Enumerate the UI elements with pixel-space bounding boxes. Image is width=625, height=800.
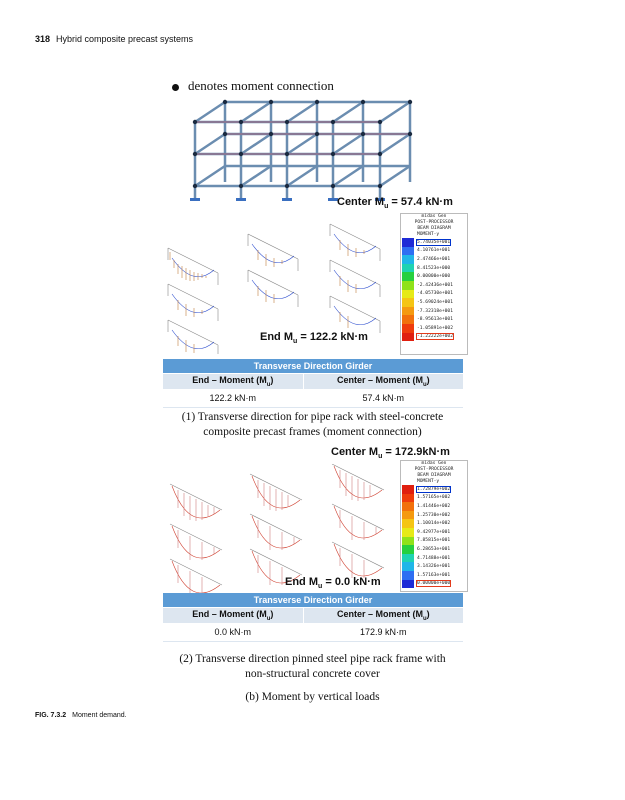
panel-2-caption: (2) Transverse direction pinned steel pipe rack frame with non-structural concrete cover: [179, 653, 446, 680]
legend-row: [401, 554, 467, 563]
legend-row: [401, 333, 467, 342]
legend-value: 1.72879e+002: [417, 486, 451, 492]
legend-row: [401, 494, 467, 503]
legend-swatch: [402, 247, 414, 256]
results-table-2: [163, 593, 463, 642]
legend-diagram: BEAM DIAGRAM: [417, 226, 451, 231]
legend-swatch: [402, 571, 414, 580]
moment-diagram-panel-2: [160, 464, 400, 594]
legend-swatch: [402, 324, 414, 333]
legend-value: 1.25730e+002: [417, 512, 451, 518]
col-center-moment: Center – Moment $(M_u)$: [303, 608, 463, 623]
center-moment-value: 57.4 kN·m: [303, 389, 463, 408]
legend-row: [401, 238, 467, 247]
legend-swatch: [402, 554, 414, 563]
legend-row: [401, 324, 467, 333]
bullet-dot-icon: [172, 84, 179, 91]
legend-value: 1.10014e+002: [417, 521, 451, 527]
legend-value: 4.10761e+001: [417, 248, 451, 254]
contour-legend-1: [400, 213, 468, 355]
col-center-moment: Center – Moment $(M_u)$: [303, 374, 463, 389]
end-moment-label-1: End $M_u = 122.2$ kN·m: [260, 331, 368, 346]
legend-program: midas Gen: [421, 461, 447, 466]
legend-value: 0.00000e+000: [417, 274, 451, 280]
legend-swatch: [402, 580, 414, 589]
legend-row: [401, 580, 467, 589]
legend-value: 4.71488e+001: [417, 555, 451, 561]
panel-1-caption: (1) Transverse direction for pipe rack with steel-concrete composite precast frames (moment connection): [181, 411, 444, 438]
legend-value: -5.69024e+001: [417, 299, 453, 305]
legend-row: [401, 264, 467, 273]
legend-diagram: BEAM DIAGRAM: [417, 473, 451, 478]
legend-row: [401, 272, 467, 281]
page-number: 318: [35, 34, 51, 44]
end-moment-label-2: End $M_u = 0.0$ kN·m: [285, 576, 381, 591]
legend-swatch: [402, 519, 414, 528]
legend-processor: POST-PROCESSOR: [414, 220, 454, 225]
legend-row: [401, 247, 467, 256]
legend-swatch: [402, 298, 414, 307]
figure-caption: FIG. 7.3.2 Moment demand.: [35, 712, 127, 719]
legend-processor: POST-PROCESSOR: [414, 467, 454, 472]
legend-swatch: [402, 485, 414, 494]
pipe-rack-3d-frame: [175, 92, 455, 207]
legend-value: 8.41523e+000: [417, 265, 451, 271]
legend-value: -1.22222e+002: [417, 334, 453, 340]
legend-value: -1.05891e+002: [417, 325, 453, 331]
legend-value: 2.47466e+001: [417, 256, 451, 262]
legend-row: [401, 537, 467, 546]
legend-row: [401, 485, 467, 494]
legend-component: MOMENT-y: [417, 479, 440, 484]
legend-row: [401, 281, 467, 290]
legend-swatch: [402, 238, 414, 247]
legend-value: 1.41446e+002: [417, 503, 451, 509]
legend-value: 6.28653e+001: [417, 546, 451, 552]
legend-row: [401, 519, 467, 528]
legend-row: [401, 528, 467, 537]
legend-row: [401, 255, 467, 264]
legend-component: MOMENT-y: [417, 232, 440, 237]
legend-swatch: [402, 264, 414, 273]
legend-swatch: [402, 315, 414, 324]
subfigure-caption: (b) Moment by vertical loads: [245, 691, 380, 703]
legend-value: 0.00000e+000: [417, 581, 451, 587]
legend-swatch: [402, 290, 414, 299]
legend-row: [401, 298, 467, 307]
table-caption: Transverse Direction Girder: [163, 593, 463, 608]
col-end-moment: End – Moment $(M_u)$: [163, 608, 303, 623]
legend-value: -2.42436e+001: [417, 282, 453, 288]
center-moment-label-2: Center $M_u = 172.9kN\cdot m$: [331, 446, 450, 461]
legend-swatch: [402, 537, 414, 546]
table-caption: Transverse Direction Girder: [163, 359, 463, 374]
legend-value: 1.57165e+002: [417, 495, 451, 501]
col-end-moment: End – Moment $(M_u)$: [163, 374, 303, 389]
legend-row: [401, 571, 467, 580]
legend-value: -4.05730e+001: [417, 291, 453, 297]
running-title: Hybrid composite precast systems: [56, 34, 194, 44]
legend-row: [401, 562, 467, 571]
legend-value: 7.85815e+001: [417, 538, 451, 544]
legend-row: [401, 307, 467, 316]
legend-swatch: [402, 494, 414, 503]
center-moment-value: 172.9 kN·m: [303, 623, 463, 642]
legend-swatch: [402, 511, 414, 520]
legend-swatch: [402, 281, 414, 290]
moment-connection-note-text: denotes moment connection: [188, 78, 334, 93]
legend-swatch: [402, 272, 414, 281]
end-moment-value: 122.2 kN·m: [163, 389, 303, 408]
legend-row: [401, 502, 467, 511]
center-moment-label-1: Center $M_u = 57.4$ kN·m: [337, 196, 453, 211]
contour-legend-2: [400, 460, 468, 592]
legend-swatch: [402, 333, 414, 342]
legend-swatch: [402, 545, 414, 554]
legend-value: -7.32318e+001: [417, 308, 453, 314]
legend-swatch: [402, 255, 414, 264]
legend-swatch: [402, 502, 414, 511]
legend-value: 9.42977e+001: [417, 529, 451, 535]
legend-value: -8.95613e+001: [417, 317, 453, 323]
legend-row: [401, 290, 467, 299]
legend-row: [401, 315, 467, 324]
legend-row: [401, 545, 467, 554]
legend-swatch: [402, 528, 414, 537]
legend-program: midas Gen: [421, 214, 447, 219]
results-table-1: [163, 359, 463, 408]
end-moment-value: 0.0 kN·m: [163, 623, 303, 642]
legend-swatch: [402, 307, 414, 316]
legend-value: 5.74035e+001: [417, 239, 451, 245]
legend-value: 3.14326e+001: [417, 564, 451, 570]
legend-value: 1.57163e+001: [417, 572, 451, 578]
legend-swatch: [402, 562, 414, 571]
legend-row: [401, 511, 467, 520]
